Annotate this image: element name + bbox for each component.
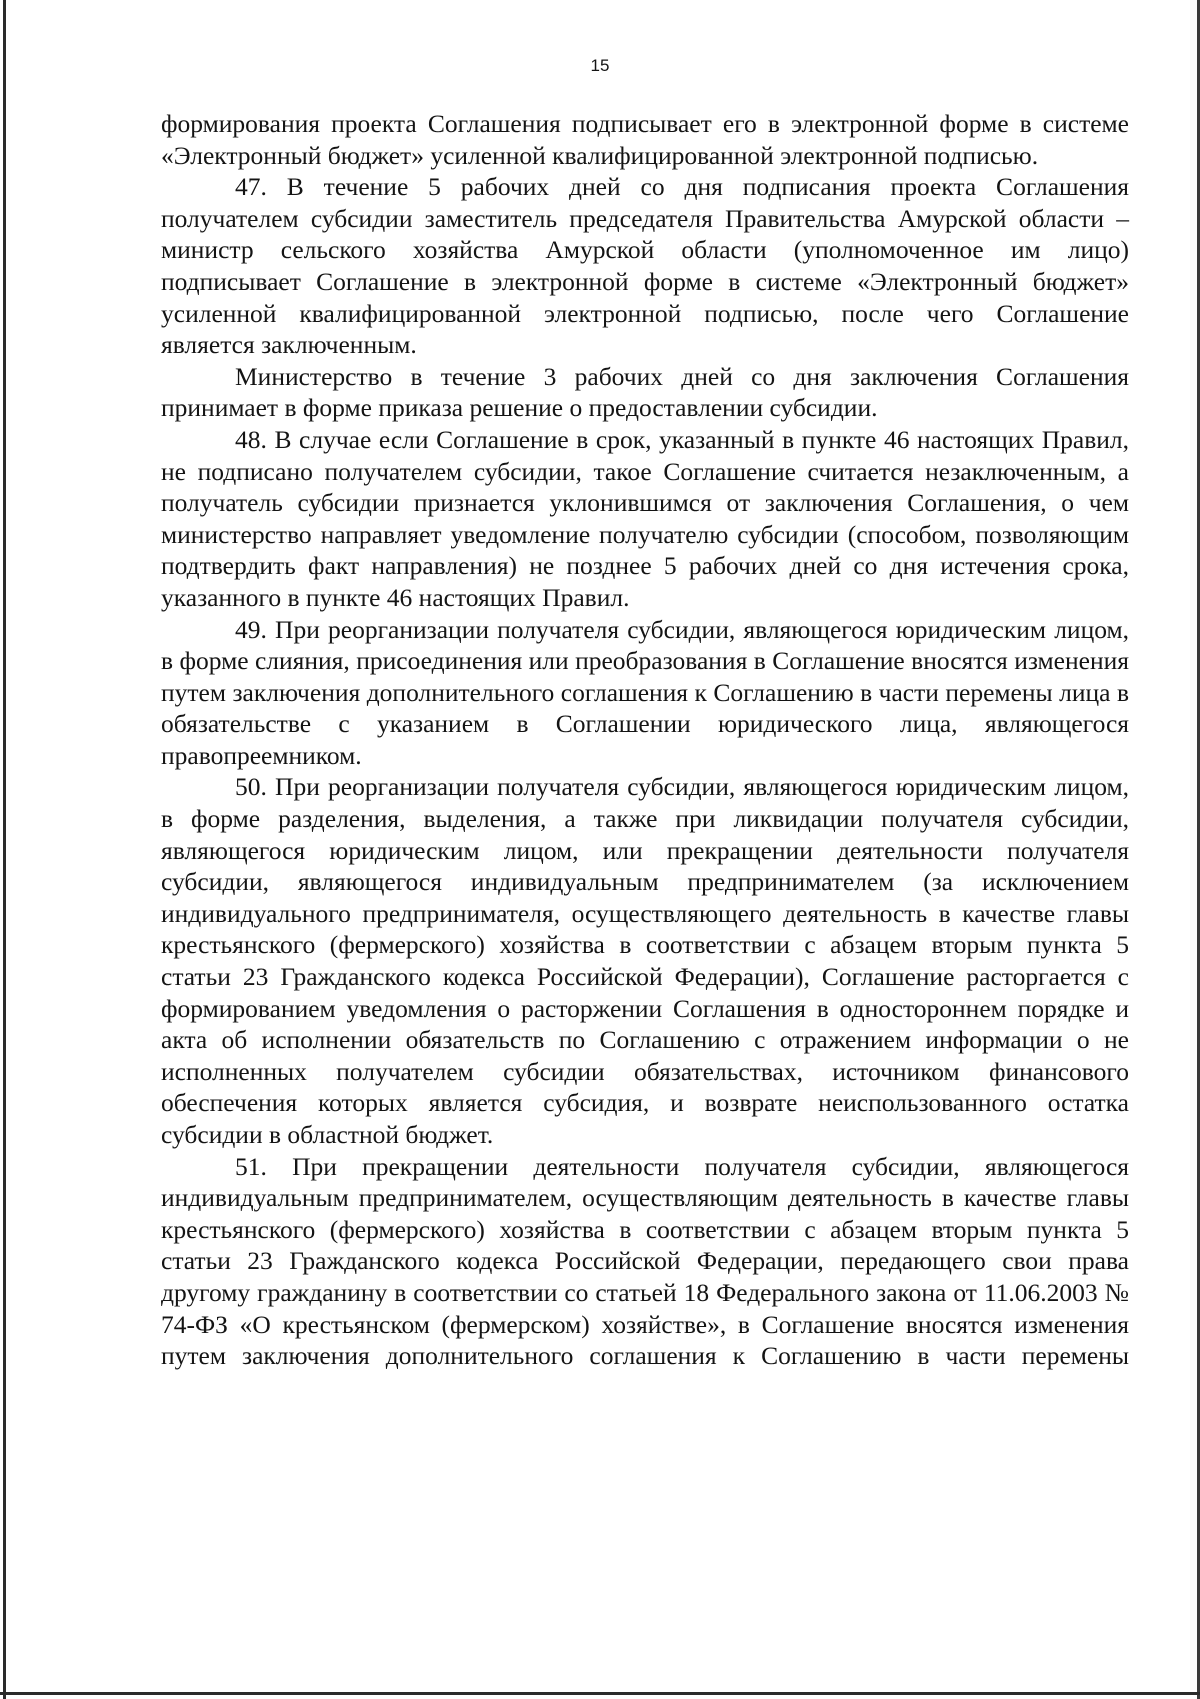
page-number: 15 (590, 56, 610, 75)
paragraph-50: 50. При реорганизации получателя субсидии, являющегося юридическим лицом, в форме разделения, выделения, а также при ликвидации получателя субсидии, являющегося юридическим лицом, или прекращении деятельности получателя субсидии, являющегося индивидуальным предпринимателем (за исключением индивидуального предпринимателя, осуществляющего деятельность в качестве главы крестьянского (фермерского) хозяйства в соответствии с абзацем вторым пункта 5 статьи 23 Гражданского кодекса Российской Федерации), Соглашение расторгается с формированием уведомления о расторжении Соглашения в одностороннем порядке и акта об исполнении обязательств по Соглашению с отражением информации о не исполненных получателем субсидии обязательствах, источником финансового обеспечения которых является субсидия, и возврате неиспользованного остатка субсидии в областной бюджет. (161, 772, 1129, 1149)
scan-border-bottom (0, 1692, 1200, 1695)
paragraph-51: 51. При прекращении деятельности получателя субсидии, являющегося индивидуальным предпринимателем, осуществляющим деятельность в качестве главы крестьянского (фермерского) хозяйства в соответствии с абзацем вторым пункта 5 статьи 23 Гражданского кодекса Российской Федерации, передающего свои права другому гражданину в соответствии со статьей 18 Федерального закона от 11.06.2003 № 74-ФЗ «О крестьянском (фермерском) хозяйстве», в Соглашение вносятся изменения путем заключения дополнительного соглашения к Соглашению в части перемены (161, 1151, 1129, 1371)
paragraph-47: 47. В течение 5 рабочих дней со дня подписания проекта Соглашения получателем субсидии заместитель председателя Правительства Амурской области – министр сельского хозяйства Амурской области (уполномоченное им лицо) подписывает Соглашение в электронной форме в системе «Электронный бюджет» усиленной квалифицированной электронной подписью, после чего Соглашение является заключенным. (161, 172, 1129, 360)
document-body (161, 108, 1129, 1372)
scan-border-left (3, 0, 6, 1699)
paragraph-48: 48. В случае если Соглашение в срок, указанный в пункте 46 настоящих Правил, не подписано получателем субсидии, такое Соглашение считается незаключенным, а получатель субсидии признается уклонившимся от заключения Соглашения, о чем министерство направляет уведомление получателю субсидии (способом, позволяющим подтвердить факт направления) не позднее 5 рабочих дней со дня истечения срока, указанного в пункте 46 настоящих Правил. (161, 424, 1129, 612)
paragraph-continuation: формирования проекта Соглашения подписывает его в электронной форме в системе «Электронный бюджет» усиленной квалифицированной электронной подписью. (161, 109, 1129, 170)
paragraph-47-ministry: Министерство в течение 3 рабочих дней со дня заключения Соглашения принимает в форме приказа решение о предоставлении субсидии. (161, 361, 1129, 423)
paragraph-49: 49. При реорганизации получателя субсидии, являющегося юридическим лицом, в форме слияния, присоединения или преобразования в Соглашение вносятся изменения путем заключения дополнительного соглашения к Соглашению в части перемены лица в обязательстве с указанием в Соглашении юридического лица, являющегося правопреемником. (161, 614, 1129, 770)
